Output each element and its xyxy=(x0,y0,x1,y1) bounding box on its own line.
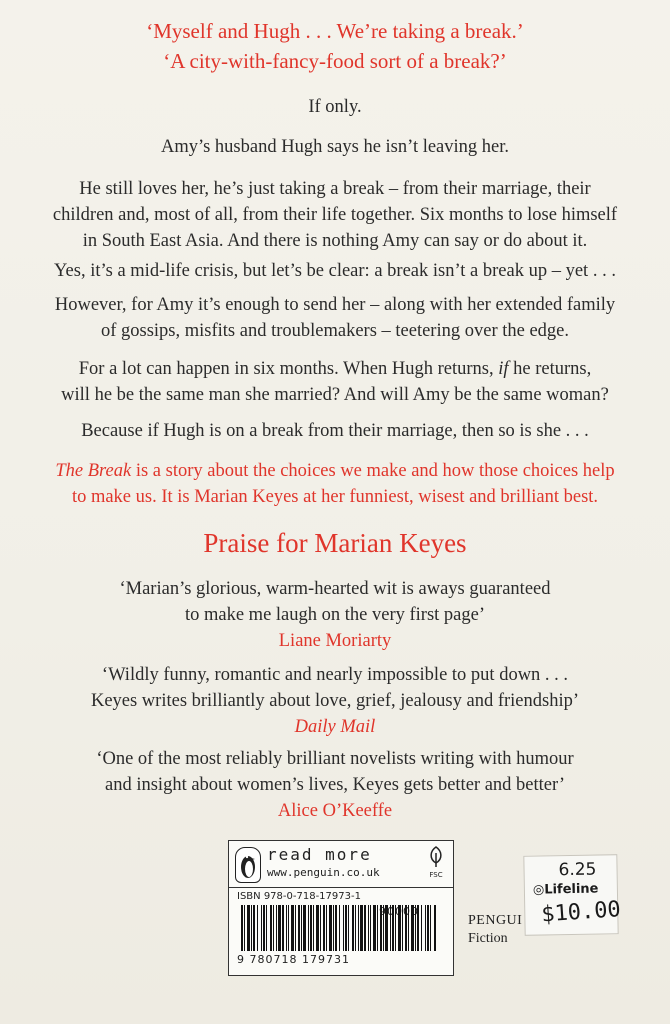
praise-quote-2-line-2: Keyes writes brilliantly about love, grief, jealousy and friendship’ xyxy=(90,691,580,711)
store-name: Lifeline xyxy=(544,881,599,898)
praise-quote-3 xyxy=(40,746,630,824)
book-category: Fiction xyxy=(468,931,508,946)
p5-text-a: For a lot can happen in six months. When Hugh returns, xyxy=(78,359,499,379)
praise-quote-2-attribution: Daily Mail xyxy=(294,717,376,737)
blurb-paragraph-2-line-2: children and, most of all, from their life together. Six months to lose himself xyxy=(52,205,618,225)
blurb-paragraph-5 xyxy=(40,356,630,408)
read-more-banner xyxy=(229,841,453,888)
price-sticker xyxy=(523,854,622,936)
blurb-paragraph-2 xyxy=(40,176,630,254)
store-logo xyxy=(533,882,599,898)
blurb-paragraph-2-line-3: in South East Asia. And there is nothing Amy can say or do about it. xyxy=(82,231,588,251)
praise-heading: Praise for Marian Keyes xyxy=(203,528,467,558)
praise-quote-3-attribution: Alice O’Keeffe xyxy=(277,801,393,821)
blurb-paragraph-5-line-2: will he be the same man she married? And will Amy be the same woman? xyxy=(61,385,609,405)
praise-quote-3-line-1: ‘One of the most reliably brilliant novelists writing with humour xyxy=(96,749,574,769)
barcode-bars xyxy=(241,905,441,953)
praise-quote-3-line-2: and insight about women’s lives, Keyes gets better and better’ xyxy=(105,775,565,795)
blurb-summary xyxy=(40,458,630,510)
praise-quote-2-line-1: ‘Wildly funny, romantic and nearly impossible to put down . . . xyxy=(101,665,569,685)
penguin-icon xyxy=(236,848,260,882)
blurb-paragraph-5-line-1 xyxy=(40,356,630,382)
blurb-summary-line-2: to make us. It is Marian Keyes at her funniest, wisest and brilliant best. xyxy=(71,487,599,507)
fsc-logo xyxy=(425,845,447,881)
handwritten-price: $10.00 xyxy=(540,897,622,928)
opening-quote-line-2: ‘A city-with-fancy-food sort of a break?’ xyxy=(163,49,507,73)
p5-italic-if: if xyxy=(498,359,509,379)
praise-quote-1-line-1: ‘Marian’s glorious, warm-hearted wit is aways guaranteed xyxy=(119,579,551,599)
publisher-name: PENGUI xyxy=(468,913,523,928)
opening-quote xyxy=(40,16,630,76)
barcode-panel xyxy=(228,840,454,976)
book-title: The Break xyxy=(55,461,132,481)
blurb-summary-line-1 xyxy=(40,458,630,484)
praise-quote-1-attribution: Liane Moriarty xyxy=(278,631,392,651)
lifeline-logo-icon: ◎ xyxy=(532,882,545,898)
penguin-logo-icon xyxy=(235,847,261,883)
p5-text-b: he returns, xyxy=(508,359,592,379)
summary-text: is a story about the choices we make and how those choices help xyxy=(131,461,615,481)
opening-quote-line-1: ‘Myself and Hugh . . . We’re taking a break.’ xyxy=(146,19,524,43)
if-only: If only. xyxy=(308,97,362,117)
old-price: 6.25 xyxy=(558,859,597,881)
blurb-paragraph-3: Yes, it’s a mid-life crisis, but let’s be clear: a break isn’t a break up – yet . . . xyxy=(54,261,616,281)
read-more-text: read more xyxy=(267,845,372,864)
praise-quote-1 xyxy=(40,576,630,654)
blurb-paragraph-4-line-2: of gossips, misfits and troublemakers – teetering over the edge. xyxy=(100,321,570,341)
publisher-url: www.penguin.co.uk xyxy=(267,866,380,879)
blurb-paragraph-1: Amy’s husband Hugh says he isn’t leaving her. xyxy=(160,137,510,157)
blurb-paragraph-4-line-1: However, for Amy it’s enough to send her – along with her extended family xyxy=(54,295,616,315)
praise-quote-1-line-2: to make me laugh on the very first page’ xyxy=(184,605,485,625)
isbn-text: ISBN 978-0-718-17973-1 xyxy=(237,891,361,902)
blurb-paragraph-4 xyxy=(40,292,630,344)
blurb-paragraph-6: Because if Hugh is on a break from their marriage, then so is she . . . xyxy=(81,421,589,441)
barcode-digits: 9 780718 179731 xyxy=(237,953,350,966)
blurb-paragraph-2-line-1: He still loves her, he’s just taking a break – from their marriage, their xyxy=(79,179,591,199)
praise-quote-2 xyxy=(40,662,630,740)
fsc-label: FSC xyxy=(429,871,443,879)
fsc-tree-icon xyxy=(425,845,447,869)
